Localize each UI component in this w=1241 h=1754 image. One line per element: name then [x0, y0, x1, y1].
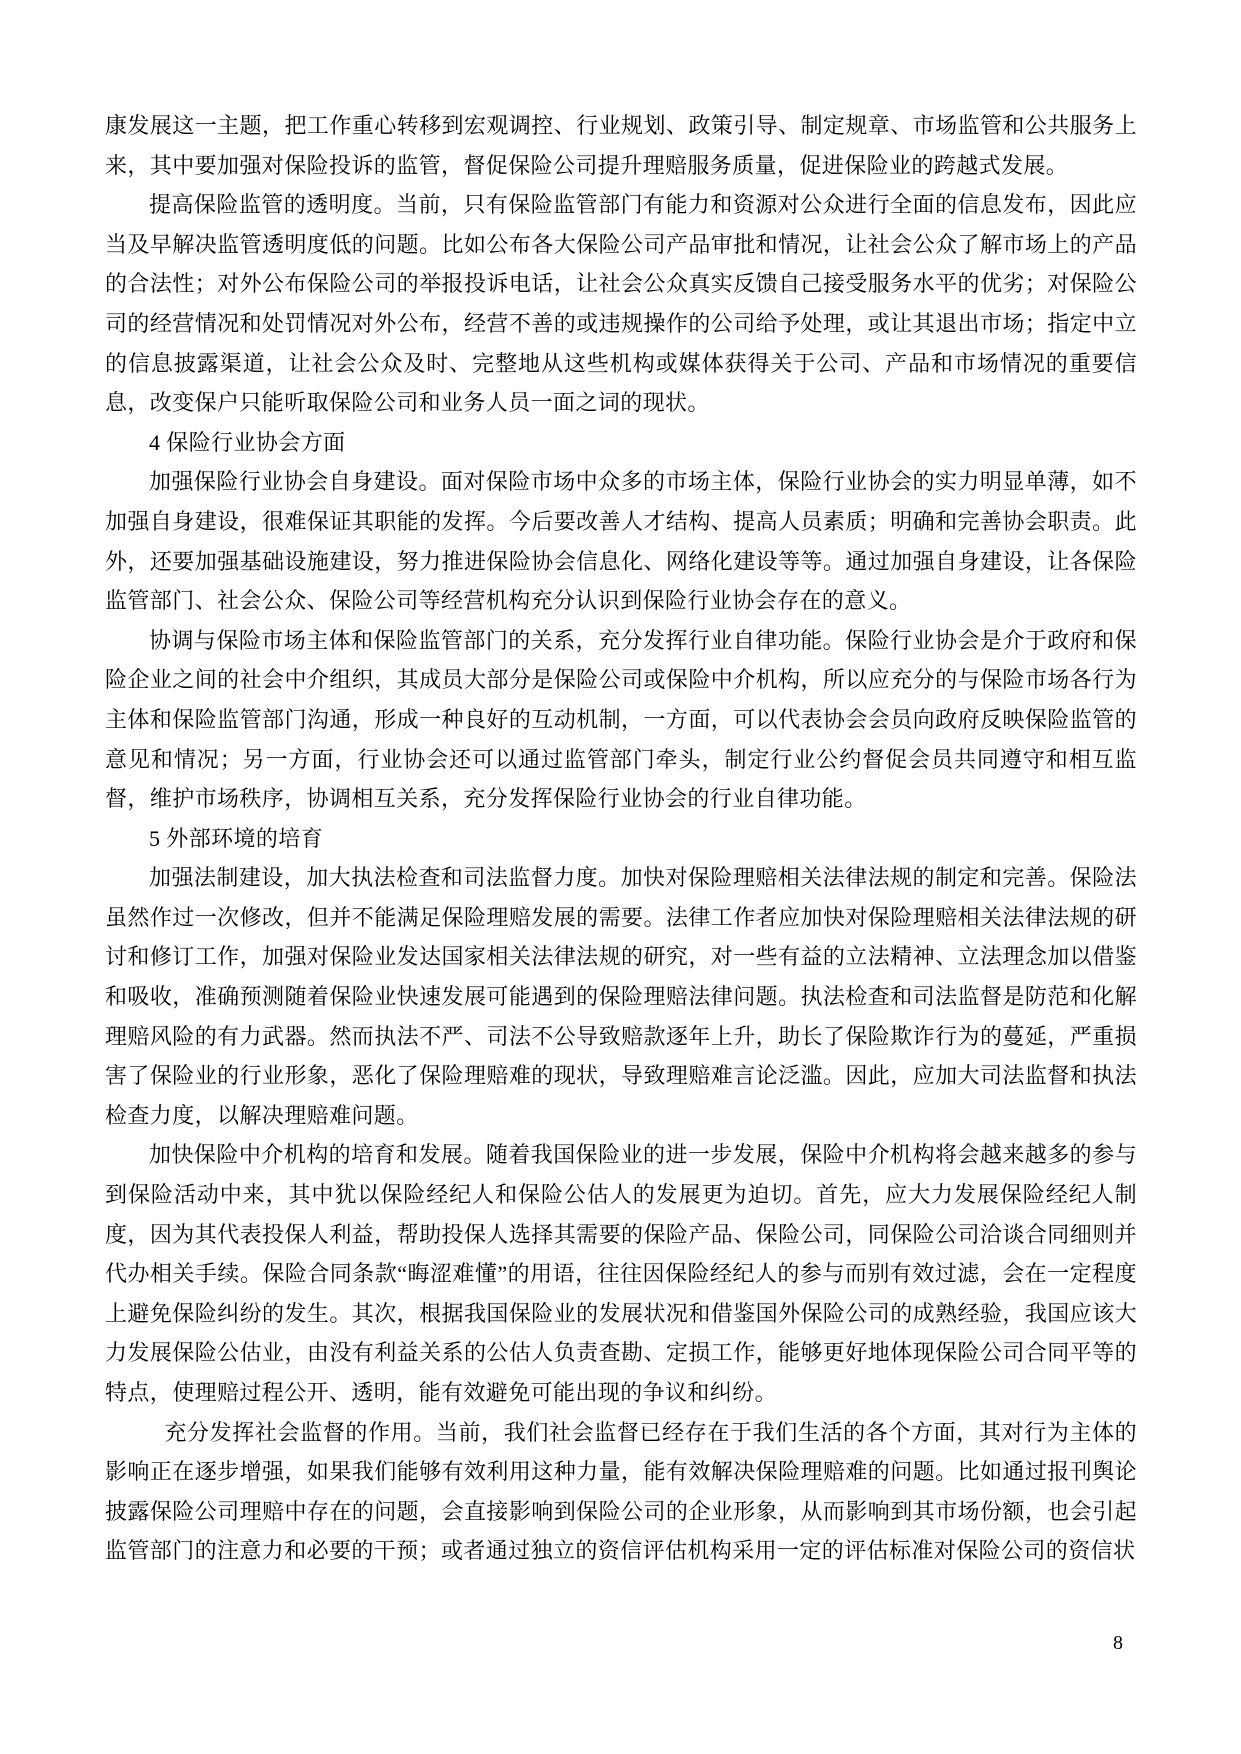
section-heading-4-industry-association: 4 保险行业协会方面	[149, 429, 346, 455]
paragraph-regulation-transparency: 提高保险监管的透明度。当前，只有保险监管部门有能力和资源对公众进行全面的信息发布，因此应当及早解决监管透明度低的问题。比如公布各大保险公司产品审批和情况，让社会公众了解市场上的产品的合法性；对外公布保险公司的举报投诉电话，让社会公众真实反馈自己接受服务水平的优劣；对保险公司的经营情况和处罚情况对外公布，经营不善的或违规操作的公司给予处理，或让其退出市场；指定中立的信息披露渠道，让社会公众及时、完整地从这些机构或媒体获得关于公司、产品和市场情况的重要信息，改变保户只能听取保险公司和业务人员一面之词的现状。	[105, 192, 1137, 416]
paragraph-legal-system: 加强法制建设，加大执法检查和司法监督力度。加快对保险理赔相关法律法规的制定和完善。保险法虽然作过一次修改，但并不能满足保险理赔发展的需要。法律工作者应加快对保险理赔相关法律法规的研讨和修订工作，加强对保险业发达国家相关法律法规的研究，对一些有益的立法精神、立法理念加以借鉴和吸收，准确预测随着保险业快速发展可能遇到的保险理赔法律问题。执法检查和司法监督是防范和化解理赔风险的有力武器。然而执法不严、司法不公导致赔款逐年上升，助长了保险欺诈行为的蔓延，严重损害了保险业的行业形象，恶化了保险理赔难的现状，导致理赔难言论泛滥。因此，应加大司法监督和执法检查力度，以解决理赔难问题。	[105, 865, 1137, 1128]
paragraph-continuation: 康发展这一主题，把工作重心转移到宏观调控、行业规划、政策引导、制定规章、市场监管和公共服务上来，其中要加强对保险投诉的监管，督促保险公司提升理赔服务质量，促进保险业的跨越式发展。	[105, 113, 1137, 178]
page-number: 8	[1113, 1632, 1123, 1654]
paragraph-association-self-construction: 加强保险行业协会自身建设。面对保险市场中众多的市场主体，保险行业协会的实力明显单薄，如不加强自身建设，很难保证其职能的发挥。今后要改善人才结构、提高人员素质；明确和完善协会职责。此外，还要加强基础设施建设，努力推进保险协会信息化、网络化建设等等。通过加强自身建设，让各保险监管部门、社会公众、保险公司等经营机构充分认识到保险行业协会存在的意义。	[105, 469, 1137, 614]
paragraph-intermediary-institutions: 加快保险中介机构的培育和发展。随着我国保险业的进一步发展，保险中介机构将会越来越多的参与到保险活动中来，其中犹以保险经纪人和保险公估人的发展更为迫切。首先，应大力发展保险经纪人制度，因为其代表投保人利益，帮助投保人选择其需要的保险产品、保险公司，同保险公司洽谈合同细则并代办相关手续。保险合同条款“晦涩难懂”的用语，往往因保险经纪人的参与而别有效过滤，会在一定程度上避免保险纠纷的发生。其次，根据我国保险业的发展状况和借鉴国外保险公司的成熟经验，我国应该大力发展保险公估业，由没有利益关系的公估人负责查勘、定损工作，能够更好地体现保险公司合同平等的特点，使理赔过程公开、透明，能有效避免可能出现的争议和纠纷。	[105, 1142, 1137, 1405]
paragraph-association-coordination: 协调与保险市场主体和保险监管部门的关系，充分发挥行业自律功能。保险行业协会是介于政府和保险企业之间的社会中介组织，其成员大部分是保险公司或保险中介机构，所以应充分的与保险市场各行为主体和保险监管部门沟通，形成一种良好的互动机制，一方面，可以代表协会会员向政府反映保险监管的意见和情况；另一方面，行业协会还可以通过监管部门牵头，制定行业公约督促会员共同遵守和相互监督，维护市场秩序，协调相互关系，充分发挥保险行业协会的行业自律功能。	[105, 627, 1137, 812]
document-text-body	[105, 106, 1137, 1571]
section-heading-5-external-environment: 5 外部环境的培育	[149, 825, 324, 851]
paragraph-social-supervision: 充分发挥社会监督的作用。当前，我们社会监督已经存在于我们生活的各个方面，其对行为主体的影响正在逐步增强，如果我们能够有效利用这种力量，能有效解决保险理赔难的问题。比如通过报刊舆论披露保险公司理赔中存在的问题，会直接影响到保险公司的企业形象，从而影响到其市场份额，也会引起监管部门的注意力和必要的干预；或者通过独立的资信评估机构采用一定的评估标准对保险公司的资信状	[105, 1419, 1137, 1564]
